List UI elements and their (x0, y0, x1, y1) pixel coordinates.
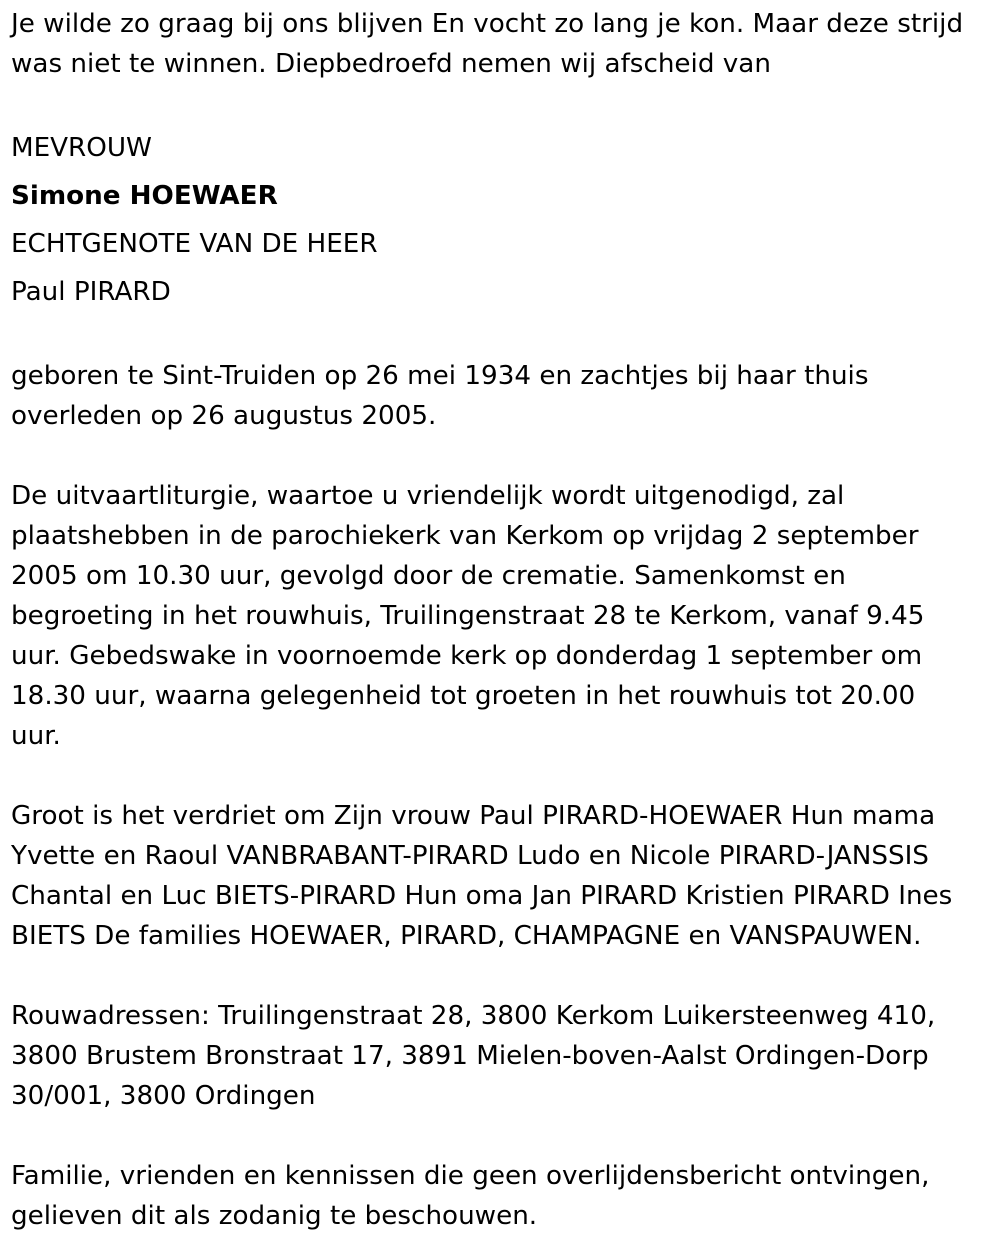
text-line: Rouwadressen: Truilingenstraat 28, 3800 Kerkom Luikersteenweg 410, (11, 1001, 936, 1031)
text-line: begroeting in het rouwhuis, Truilingenstraat 28 te Kerkom, vanaf 9.45 (11, 601, 925, 631)
paragraph-gap (11, 436, 988, 476)
text-line: uur. (11, 721, 61, 751)
paragraph-gap (11, 1116, 988, 1156)
text-line: Groot is het verdriet om Zijn vrouw Paul PIRARD-HOEWAER Hun mama (11, 801, 936, 831)
paragraph-gap (11, 756, 988, 796)
paragraph-gap (11, 84, 988, 124)
text-line: Chantal en Luc BIETS-PIRARD Hun oma Jan PIRARD Kristien PIRARD Ines (11, 881, 953, 911)
family-paragraph (11, 796, 988, 956)
text-line: 18.30 uur, waarna gelegenheid tot groeten in het rouwhuis tot 20.00 (11, 681, 916, 711)
text-line: uur. Gebedswake in voornoemde kerk op donderdag 1 september om (11, 641, 923, 671)
paragraph-gap (11, 316, 988, 356)
text-line: Familie, vrienden en kennissen die geen overlijdensbericht ontvingen, (11, 1161, 930, 1191)
text-line: De uitvaartliturgie, waartoe u vriendelijk wordt uitgenodigd, zal (11, 481, 845, 511)
liturgy-paragraph (11, 476, 988, 756)
spouse-name: Paul PIRARD (11, 277, 171, 307)
text-line: Yvette en Raoul VANBRABANT-PIRARD Ludo en Nicole PIRARD-JANSSIS (11, 841, 929, 871)
intro-paragraph (11, 4, 988, 84)
deceased-name: Simone HOEWAER (11, 181, 278, 211)
deceased-heading (11, 124, 988, 316)
paragraph-gap (11, 956, 988, 996)
text-line: 2005 om 10.30 uur, gevolgd door de crematie. Samenkomst en (11, 561, 846, 591)
text-line: geboren te Sint-Truiden op 26 mei 1934 en zachtjes bij haar thuis (11, 361, 869, 391)
obituary-document (11, 4, 988, 1236)
intro-line: was niet te winnen. Diepbedroefd nemen wij afscheid van (11, 49, 771, 79)
text-line: plaatshebben in de parochiekerk van Kerkom op vrijdag 2 september (11, 521, 919, 551)
deceased-title: MEVROUW (11, 133, 152, 163)
text-line: 3800 Brustem Bronstraat 17, 3891 Mielen-boven-Aalst Ordingen-Dorp (11, 1041, 929, 1071)
deceased-relation: ECHTGENOTE VAN DE HEER (11, 229, 378, 259)
closing-paragraph (11, 1156, 988, 1236)
text-line: overleden op 26 augustus 2005. (11, 401, 437, 431)
intro-line: Je wilde zo graag bij ons blijven En vocht zo lang je kon. Maar deze strijd (11, 9, 964, 39)
birth-death-paragraph (11, 356, 988, 436)
addresses-paragraph (11, 996, 988, 1116)
text-line: gelieven dit als zodanig te beschouwen. (11, 1201, 538, 1231)
text-line: BIETS De families HOEWAER, PIRARD, CHAMPAGNE en VANSPAUWEN. (11, 921, 922, 951)
text-line: 30/001, 3800 Ordingen (11, 1081, 316, 1111)
